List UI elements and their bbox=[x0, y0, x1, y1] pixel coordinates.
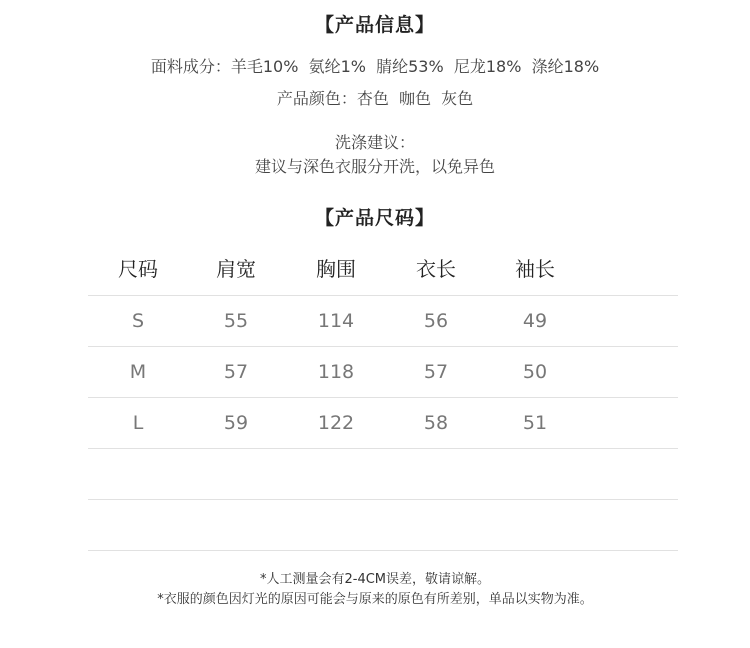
product-colors: 产品颜色：杏色 咖色 灰色 bbox=[276, 89, 474, 108]
table-row bbox=[88, 296, 678, 347]
table-row bbox=[88, 347, 678, 398]
table-cell: L bbox=[132, 412, 144, 434]
size-section-heading: 【产品尺码】 bbox=[314, 207, 435, 229]
table-cell: 58 bbox=[423, 412, 449, 434]
table-cell: 118 bbox=[317, 361, 355, 383]
table-row bbox=[88, 398, 678, 449]
table-cell: 114 bbox=[317, 310, 355, 332]
table-cell: 51 bbox=[522, 412, 548, 434]
size-table bbox=[88, 245, 678, 551]
table-cell: M bbox=[129, 361, 147, 383]
table-cell: 59 bbox=[223, 412, 249, 434]
wash-advice-title: 洗涤建议： bbox=[334, 133, 415, 152]
table-cell: 55 bbox=[223, 310, 249, 332]
table-cell: 122 bbox=[317, 412, 355, 434]
empty-table-row bbox=[88, 500, 678, 551]
wash-advice-text: 建议与深色衣服分开洗，以免异色 bbox=[254, 157, 495, 176]
column-header-chest: 胸围 bbox=[316, 257, 356, 281]
table-cell: 49 bbox=[522, 310, 548, 332]
column-header-size: 尺码 bbox=[118, 257, 158, 281]
empty-table-row bbox=[88, 449, 678, 500]
table-cell: 50 bbox=[522, 361, 548, 383]
measurement-note: *人工测量会有2-4CM误差，敬请谅解。 bbox=[259, 572, 491, 587]
column-header-sleeve: 袖长 bbox=[515, 257, 555, 281]
color-note: *衣服的颜色因灯光的原因可能会与原来的原色有所差别，单品以实物为准。 bbox=[157, 592, 593, 607]
table-cell: S bbox=[131, 310, 145, 332]
table-cell: 57 bbox=[423, 361, 449, 383]
fabric-composition: 面料成分：羊毛10% 氨纶1% 腈纶53% 尼龙18% 涤纶18% bbox=[150, 57, 600, 76]
column-header-length: 衣长 bbox=[416, 257, 456, 281]
product-info-heading: 【产品信息】 bbox=[314, 14, 435, 36]
table-cell: 57 bbox=[223, 361, 249, 383]
column-header-shoulder: 肩宽 bbox=[216, 257, 256, 281]
size-table-header bbox=[88, 245, 678, 296]
table-cell: 56 bbox=[423, 310, 449, 332]
